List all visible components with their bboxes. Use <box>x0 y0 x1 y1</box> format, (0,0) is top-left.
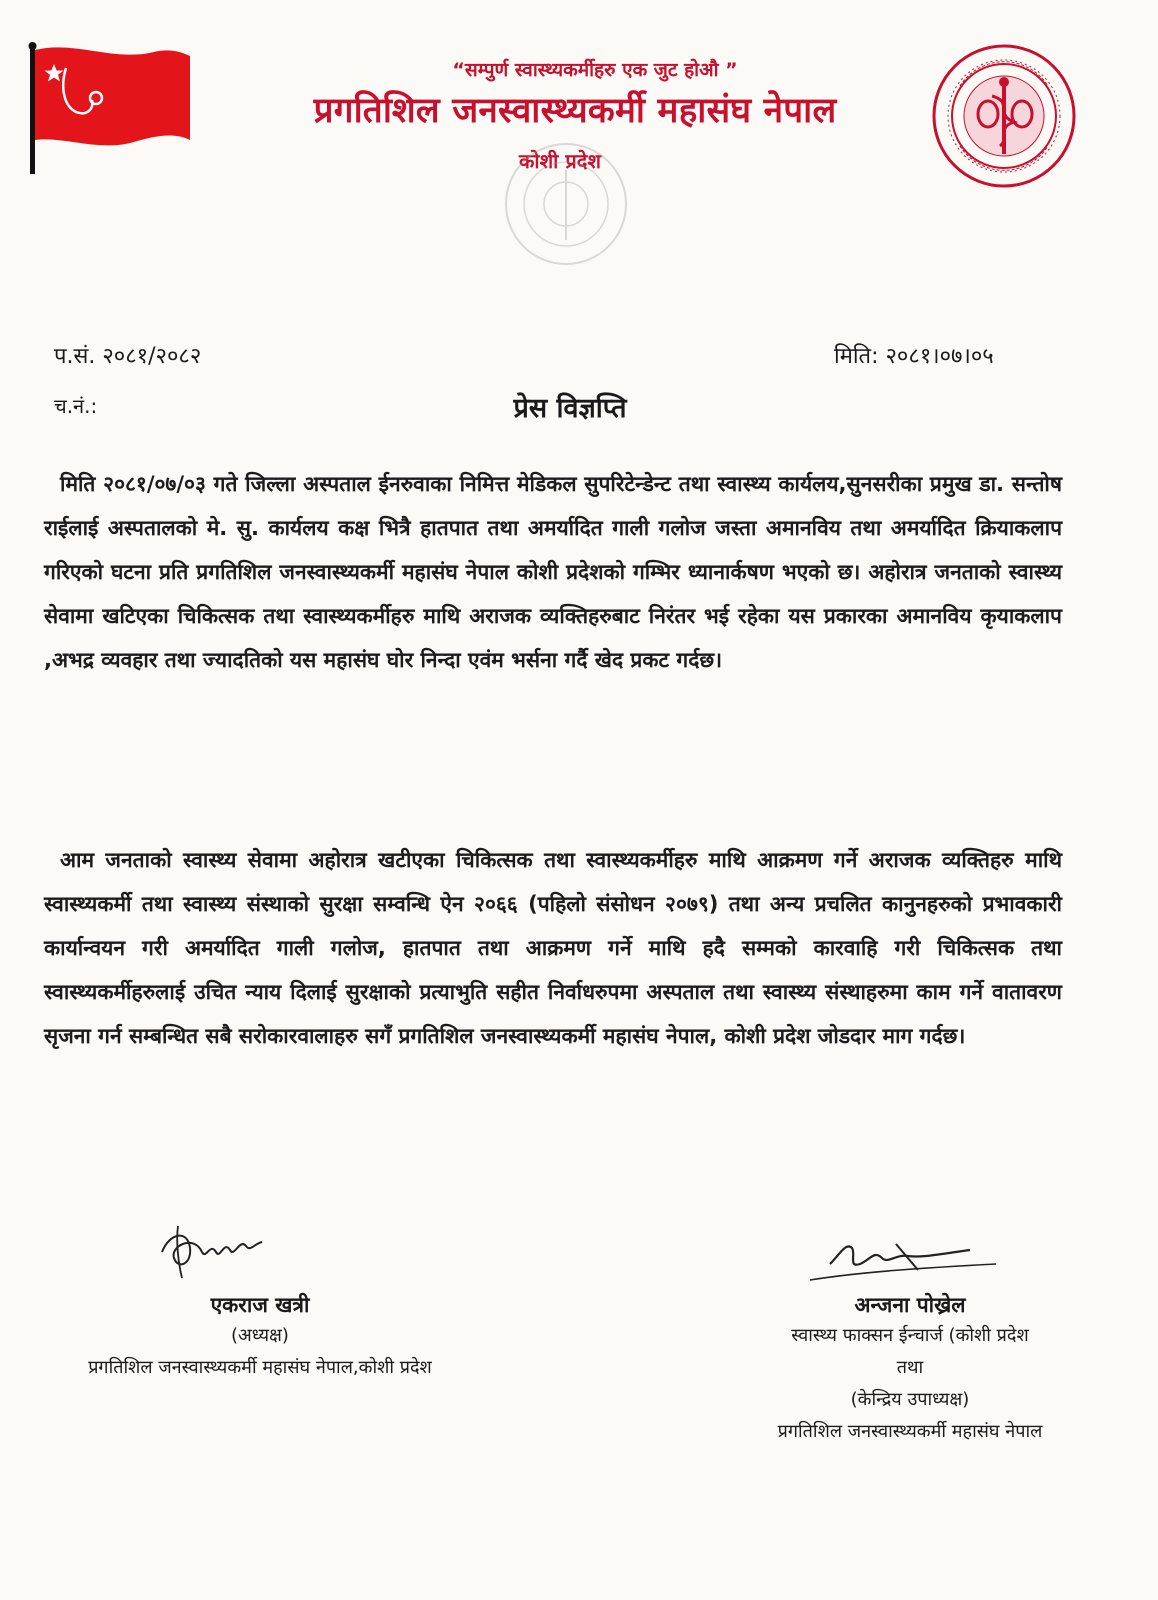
signature-left-icon <box>148 1212 278 1282</box>
signatory-right-role: स्वास्थ्य फाक्सन ईन्चार्ज (कोशी प्रदेश <box>791 1325 1029 1346</box>
document-title: प्रेस विज्ञप्ति <box>513 393 627 424</box>
signatory-right <box>720 1290 1100 1448</box>
issue-date: मिति: २०८१।०७।०५ <box>834 344 994 369</box>
party-flag-icon <box>24 40 194 175</box>
watermark-seal-icon <box>502 140 630 268</box>
slogan: “सम्पुर्ण स्वास्थ्यकर्मीहरु एक जुट होऔ ” <box>452 59 738 81</box>
organization-seal-icon <box>930 42 1078 190</box>
province-name: कोशी प्रदेश <box>519 149 601 173</box>
signatory-right-conjunction: तथा <box>896 1357 924 1378</box>
dispatch-number-label: च.नं.: <box>54 394 98 418</box>
signatory-left-organization: प्रगतिशिल जनस्वास्थ्यकर्मी महासंघ नेपाल,कोशी प्रदेश <box>88 1357 432 1378</box>
body-paragraph-1: मिति २०८१/०७/०३ गते जिल्ला अस्पताल ईनरुवाका निमित्त मेडिकल सुपरिटेन्डेन्ट तथा स्वास्थ्य कार्यलय,सुनसरीका प्रमुख डा. सन्तोष राईलाई अस्पतालको मे. सु. कार्यलय कक्ष भित्रै हातपात तथा अमर्यादित गाली गलोज जस्ता अमानविय तथा अमर्यादित क्रियाकलाप गरिएको घटना प्रति प्रगतिशिल जनस्वास्थ्यकर्मी महासंघ नेपाल कोशी प्रदेशको गम्भिर ध्यानार्कषण भएको छ। अहोरात्र जनताको स्वास्थ्य सेवामा खटिएका चिकित्सक तथा स्वास्थ्यकर्मीहरु माथि अराजक व्यक्तिहरुबाट निरंतर भई रहेका यस प्रकारका अमानविय कृयाकलाप ,अभद्र व्यवहार तथा ज्यादतिको यस महासंघ घोर निन्दा एवंम भर्सना गर्दै खेद प्रकट गर्दछ। <box>44 472 1062 672</box>
signatory-right-name: अन्जना पोख्रेल <box>854 1293 966 1317</box>
signature-right-icon <box>800 1224 1000 1294</box>
signatory-right-role-2: (केन्द्रिय उपाध्यक्ष) <box>850 1389 970 1410</box>
signatory-left-name: एकराज खत्री <box>210 1293 310 1317</box>
signatory-right-organization: प्रगतिशिल जनस्वास्थ्यकर्मी महासंघ नेपाल <box>777 1421 1043 1442</box>
signatory-left <box>40 1290 480 1384</box>
reference-number: प.सं. २०८१/२०८२ <box>54 344 202 369</box>
body-paragraph-2: आम जनताको स्वास्थ्य सेवामा अहोरात्र खटीएका चिकित्सक तथा स्वास्थ्यकर्मीहरु माथि आक्रमण गर्ने अराजक व्यक्तिहरु माथि स्वास्थ्यकर्मी तथा स्वास्थ्य संस्थाको सुरक्षा सम्वन्धि ऐन २०६६ (पहिलो संसोधन २०७९) तथा अन्य प्रचलित कानुनहरुको प्रभावकारी कार्यान्वयन गरी अमर्यादित गाली गलोज, हातपात तथा आक्रमण गर्ने माथि हदै सम्मको कारवाहि गरी चिकित्सक तथा स्वास्थ्यकर्मीहरुलाई उचित न्याय दिलाई सुरक्षाको प्रत्याभुति सहीत निर्वाधरुपमा अस्पताल तथा स्वास्थ्य संस्थाहरुमा काम गर्ने वातावरण सृजना गर्न सम्बन्धित सबै सरोकारवालाहरु सगँ प्रगतिशिल जनस्वास्थ्यकर्मी महासंघ नेपाल, कोशी प्रदेश जोडदार माग गर्दछ। <box>44 848 1062 1048</box>
signatory-left-role: (अध्यक्ष) <box>231 1325 289 1346</box>
organization-title: प्रगतिशिल जनस्वास्थ्यकर्मी महासंघ नेपाल <box>313 91 837 131</box>
